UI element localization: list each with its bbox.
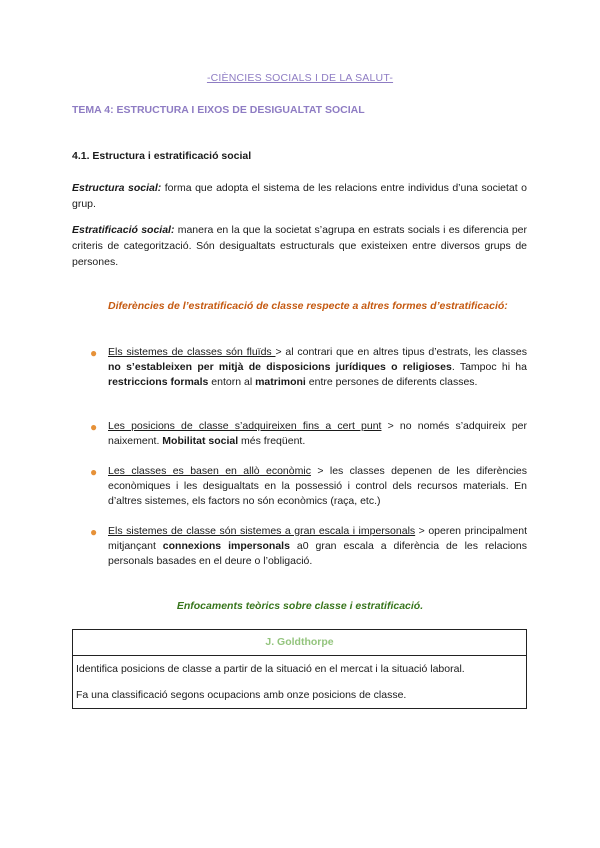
bullet-text: a0 gran escala a diferència de les relacions personals basades en el deure o l’obligació. [108,540,527,567]
bullet-icon: ● [90,465,98,479]
bullet-bold: no s’estableixen per mitjà de disposicions jurídiques o religioses [108,361,452,373]
definition-term: Estructura social: [72,182,162,194]
definition-text: manera en la que la societat s’agrupa en estrats socials i es diferencia per criteris de categorització. Són desigualtats estructurals que existeixen entre diversos grups de persones. [72,224,528,268]
bullet-icon: ● [90,346,98,360]
bullet-text: entre persones de diferents classes. [305,376,478,388]
bullet-text: > no només s’adquireix per naixement. [108,420,527,447]
bullet-icon: ● [90,525,98,539]
bullet-item [108,464,527,509]
bullet-underlined: Les posicions de classe s’adquireixen fins a cert punt [108,420,382,432]
bullet-underlined: Els sistemes de classes són fluïds [108,346,276,358]
bullet-underlined: Els sistemes de classe són sistemes a gran escala i impersonals [108,525,416,537]
bullet-icon: ● [90,420,98,434]
bullet-text: > les classes depenen de les diferències econòmiques i les desigualtats en la possessió i control dels recursos materials. En d’altres sistemes, els factors no són econòmics (raça, etc.) [108,465,528,507]
definition-estructura [72,180,527,212]
bullet-bold: connexions impersonals [162,540,290,552]
bullet-bold: Mobilitat social [162,435,239,447]
definition-estratificacio [72,222,527,270]
bullet-text: > operen principalment mitjançant [108,525,527,552]
goldthorpe-table [72,629,527,709]
table-row: Identifica posicions de classe a partir de la situació en el mercat i la situació laboral. [76,663,465,675]
bullet-bold: matrimoni [255,376,306,388]
subheading: Diferències de l’estratificació de classe respecte a altres formes d’estratificació: [108,300,508,312]
bullet-bold: restriccions formals [108,376,209,388]
table-row: Fa una classificació segons ocupacions amb onze posicions de classe. [76,689,407,701]
bullet-item [108,419,527,449]
section-title: 4.1. Estructura i estratificació social [72,150,252,162]
definition-text: forma que adopta el sistema de les relacions entre individus d’una societat o grup. [72,182,527,210]
document-header: -CIÈNCIES SOCIALS I DE LA SALUT- [206,72,394,84]
bullet-item [108,524,527,569]
bullet-underlined: Les classes es basen en allò econòmic [108,465,311,477]
bullet-text: més freqüent. [238,435,306,447]
bullet-item [108,345,527,390]
enfocaments-title: Enfocaments teòrics sobre classe i estratificació. [176,600,424,612]
bullet-text: entorn al [208,376,256,388]
definition-term: Estratificació social: [72,224,175,236]
bullet-text: . Tampoc hi ha [451,361,527,373]
table-header: J. Goldthorpe [73,630,526,656]
tema-title: TEMA 4: ESTRUCTURA I EIXOS DE DESIGUALTAT SOCIAL [72,104,365,116]
bullet-text: > al contrari que en altres tipus d’estrats, les classes [275,346,527,358]
